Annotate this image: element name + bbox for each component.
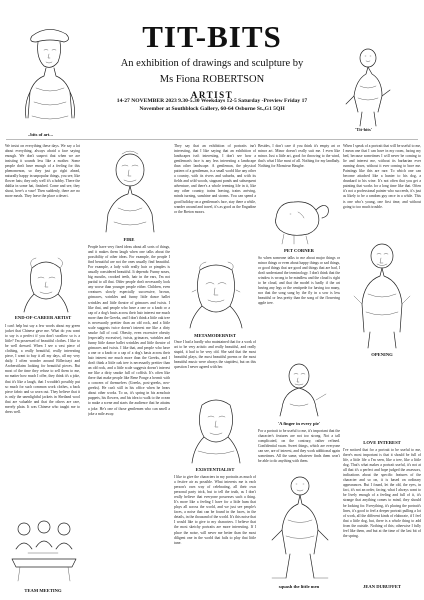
text-column-4a [258,144,340,186]
sketch-artist-portrait [18,254,74,314]
text-column-1b [5,324,80,512]
text-column-2 [88,245,170,590]
text-column-3c [174,475,256,593]
poster-title: TIT-BITS [142,19,282,54]
section-existentialist: EXISTENTIALIST [195,467,235,472]
text-column-5b [343,448,421,580]
paragraph: I can't help but say a few words about my green jacket that Chinese gave me. What do you want to say is a perfect if you don't swallow so is a little? I'm possessed of beautiful clothes. I like to be well dressed. When I see a vast piece of clothing, a really beautiful, really interesting piece, I want to buy it all my days, all my very daily. I often wonder around Billericayt and Aroberstilatm looking for beautiful pieces. But most of the time they refuse to sell them to me, no matter how much I offer, they think it's a joke, that it's like a laugh, that I wouldn't possibly put so much for such common work clothes, a back piece fabric and so worn out. They believe that it is only the unenlightful jackets in Shetland wool that are valuable and that the others are rare, merely plain. It was Chinese who taught me to dress well. [5,324,80,414]
sketch-finger-in-pie [270,360,328,418]
paragraph: We insist on everything these days. We say a lot about everything, always afraid a face saying enough. We don't suspect that when we are insisting it sounds less like a mother. Some people don't have enough of a feeling for this phenomenon, so they just go right ahead, naturally happy in unpopular things, you see, like flower hats; they only well it's a hobby. There the dahlia in some hat, finished. Come and see, they shout, here's a vase! Then suddenly, there are no more meals. They leave the place a desert. [5,144,80,199]
sketch-pet-corner [268,188,332,246]
sketch-squash-little-men [266,474,334,582]
text-column-3a [174,144,256,258]
section-end-of-career-artist: END-OF-CAREER ARTIST [14,315,72,320]
section-finger-in-every-pie: 'A finger in every pie' [277,421,321,426]
poster-subtitle-line2: Ms Fiona ROBERTSON [159,74,265,85]
text-column-3b [174,340,256,394]
sketch-fire [96,148,164,234]
section-team-meeting: TEAM MEETING [24,588,62,593]
exhibition-dates [80,98,344,113]
sketch-team-meeting [8,515,80,587]
text-column-4b [258,256,340,354]
paragraph: Besides, I don't care if you think it's empty art or minor art. Minor doesn't really suit me. I even like minor. Just a little art, good for throwing to the wind, that's what I like most of all. Nothing for my landlady. Nothing for Monsieur Haughe. [258,144,340,169]
section-fire: FIRE [123,237,135,242]
paragraph: When I speak of a portrait that will be useful to me, I mean one that I can have in my room, facing my bed, because sometimes I will never be coming to lie and interest me, without its barbarian ever running down, without it ever coming to bore me. Paintings like this are rare. To which one can become attached like a hunter to his dog, a drunkard to his wine. It's not often that you get a painting that works for a long time like that. Often it's not a professional painter who succeeds, it's just as likely to be a random guy once in a while. This is one who's young, one first time, and without going to too much trouble. [343,144,421,209]
section-squash-the-little-men: squash the little men [278,584,320,589]
caption-tit-bits: 'Tit-bits' [355,127,373,132]
dates-line1: 14-27 NOVEMBER 2023 9.30-5.30 Weekdays 12-5 Saturday -Preview Friday 17 [116,98,308,104]
section-jean-dubuffet: JEAN DUBUFFET [363,584,401,589]
sketch-metamodernist [182,260,250,330]
sketch-woman-hat [14,18,84,132]
sketch-standing-figure [336,46,396,128]
header-divider [6,139,418,140]
section-metamodernist: METAMODERNIST [194,333,236,338]
paragraph: They say that an exhibition of portraits isn't interesting, that I like saying that an exhibition of landscapes isn't interesting. I don't see how a gentleman's face is any less interesting a landscape than other landscape. A gentleman, the physical pattern of a gentleman, is a small world like any other a country, with its rivers and suburbs, and with its fields and wild woods, stagnant ponds and subsequent adventure, and there's a whole teeming life in it, like any other country, trains leaving, trains arriving, minds turning, sunshine and storms. You can spend a good holiday on a gentleman's face, stay there a while, wander around and travel, it's as good as the Engadine or the Breton moors. [174,144,256,214]
paragraph: I've noticed that for a portrait to be useful to me, there's most important is that it should be full of life, a little life a I'm seen, like a tree, like a little dog. That's what makes a portrait useful, it's not at all that it's a perfect and hope judged the assessors, indications about the specific features of the character and so on, it is based on ordinary appearances. But I found, let the old, the eyes, in fact, it's not an order, facing, what I always want to be lively enough of a feeling and full of it, it's strange that anything comes to mind, they should be looking for. Everything, it's placing the portrait's lines, it's good to feel a deeper portrait pulling a lot of work, all the different kinds of elaborate, if I feel that a little dog, but, there is a whole thing to add from the outside. Nothing of this; otherwise I fully feel like them, and but at the time of the last bit of the spring. [343,448,421,538]
dates-line2: November at Southblock Gallery, 60-64 Osborne St.,G1 5QH [139,105,285,112]
paragraph: People have very fixed ideas about all sorts of things, and it makes them laugh when one talks about the possibility of other ideas. For example, the people I find beautiful are not the ones usually find beautiful. For example, a lady with really hair or pimples is usually considered beautiful. It depends: Funny noses, big mouths, crooked teeth, hair in the ears, I'm not partial to all that. Older people don't necessarily look any worse than younger people either. Children, even creatures slowly especially successive, brown, grimaces, wrinkles and funny little dance ballet wrinkles and little theatre of grimaces and twists. I like that, and people who have a one or a knob or a cap of a dog's basis across their hair interest me much more than the Greeks, and I don't think a little oak tree is necessarily prettier than an old rock, and a little scale suggests twice doesn't interest me like a dirty smoke full of coal. Obesity, even excessive obesity (especially excessive), twists, grimaces, wrinkles and funny little dance ballet wrinkles and little theatre of grimaces and twists. I like that, and people who have a one or a knob or a cap of a dog's basis across their hair interest me much more than the Greeks, and I don't think a little oak tree is necessarily prettier than an old rock, and a little scale suggests doesn't interest me like a dirty smoke full of coffish. It's often like there that make people like Rene Ponge a hermit with a concern of themselves (Greeks, post-greeks, neo-greeks). He can't still in his office when he hears about other works. To us, it's spring in his armchair puppets, his flowers, and his idea to walk to the ocean to make a scene and starts the audience that he attains a joke. He's one of those gentlemen who can smell a joke a mile away. [88,245,170,416]
sketch-opening [350,240,414,350]
text-column-4c [258,429,340,469]
sketch-existentialist [182,397,250,465]
paragraph: Once I had a hardly who maintained that for a work of art to be very artistic and really beautiful, and really stupid, it had to be very old. She said that the most beautiful plays, the most beautiful poems or the most beautiful music were always the stupidest, but on this question I never agreed with her. [174,340,256,370]
section-pet-corner: PET CORNER [284,248,314,253]
paragraph: For a portrait to be useful to me, it's important that the character's features are not too strong. Not a tall complicated, on the contrary, rather refined. Confidential swan. Sweet things, which are everyone can see, are of interest, and they work additional again sometimes. All the same, whatever finds them won't be able to do anything with them. [258,429,340,464]
paragraph: So when someone talks to me about major things or minor things or even about happy things or sad things, or good things that are good and things that are bad, I don't understand the terminology. I don't think that the window is wrong to be mindless and the cloud is right to be cloud, and that the model is badly if the art having any legs or the centipede for having too many, nor that the song sung by the fly in a sow is less beautiful or less pretty than the song of the flowering apple tree. [258,256,340,306]
text-column-5a [343,144,421,234]
poster-role: ARTIST [190,90,234,100]
paragraph: I like to give the characters in my portraits as much of a festive air as possible. What interests me is each person's own way of celebrating, all their own personal party trick, but to tell the truth, as I don't really believe that everyone possesses such a thing. It's more like a feeling I have for a little hum that plays all across the world, and we just see people's faces, a noise that can be found in the faces, in the details, in the thousand of the world. It's this noise that I would like to give to my characters. I believe that the most sketchy portraits are more interesting. If I place the noise, will never me better than the most diligent one in the world that fails to play that little tune. [174,475,256,545]
section-love-interest: LOVE INTEREST [363,440,401,445]
poster-subtitle-line1: An exhibition of drawings and sculpture by [120,58,304,69]
section-opening: OPENING [371,352,393,357]
caption-bits-of-art: ..bits of art... [28,132,53,137]
